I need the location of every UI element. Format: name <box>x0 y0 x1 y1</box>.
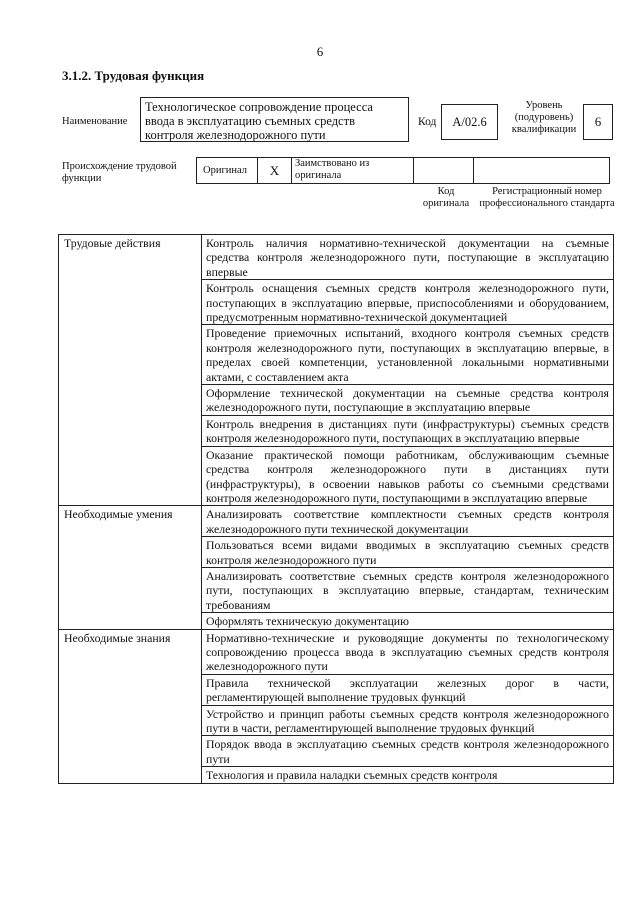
qualification-level-box: 6 <box>583 104 613 140</box>
item-cell: Правила технической эксплуатации железных дорог в части, регламентирующей выполнение трудовых функций <box>202 674 614 705</box>
origin-row <box>196 157 610 184</box>
code-label: Код <box>418 116 437 128</box>
category-cell: Необходимые умения <box>59 506 202 629</box>
code-original-label: Код оригинала <box>422 186 470 209</box>
item-cell: Пользоваться всеми видами вводимых в эксплуатацию съемных средств контроля железнодорожного пути <box>202 537 614 568</box>
qualification-level-label: Уровень (подуровень) квалификации <box>511 100 577 135</box>
category-cell: Необходимые знания <box>59 629 202 783</box>
labor-function-table <box>58 234 614 784</box>
reg-number-cell <box>474 157 610 184</box>
page-number: 6 <box>316 44 324 59</box>
item-cell: Оформлять техническую документацию <box>202 613 614 629</box>
table-row <box>59 629 614 674</box>
borrowed-label: Заимствовано из оригинала <box>292 157 414 184</box>
item-cell: Контроль оснащения съемных средств контроля железнодорожного пути, поступающих в эксплуатацию впервые, приспособлениями и оборудованием, предусмотренным нормативно-технической документацией <box>202 280 614 325</box>
item-cell: Контроль внедрения в дистанциях пути (инфраструктуры) съемных средств контроля железнодорожного пути, поступающих в эксплуатацию впервые <box>202 415 614 446</box>
item-cell: Проведение приемочных испытаний, входного контроля съемных средств контроля железнодорожного пути, поступающих в эксплуатацию впервые, в пределах своей компетенции, установленной локальными нормативными актами, с составлением акта <box>202 325 614 385</box>
table-row <box>59 506 614 537</box>
item-cell: Оказание практической помощи работникам, обслуживающим съемные средства контроля железнодорожного пути в дистанциях пути (инфраструктуры), в освоении навыков работы со съемными средствами контроля железнодорожного пути, поступающими в эксплуатацию впервые <box>202 446 614 506</box>
item-cell: Анализировать соответствие съемных средств контроля железнодорожного пути, поступающих в эксплуатацию впервые, стандартам, техническим требованиям <box>202 567 614 612</box>
item-cell: Порядок ввода в эксплуатацию съемных средств контроля железнодорожного пути <box>202 736 614 767</box>
origin-label: Происхождение трудовой функции <box>62 161 177 184</box>
item-cell: Нормативно-технические и руководящие документы по технологическому сопровождению процесса ввода в эксплуатацию съемных средств контроля железнодорожного пути <box>202 629 614 674</box>
item-cell: Контроль наличия нормативно-технической документации на съемные средства контроля железнодорожного пути, поступающие в эксплуатацию впервые <box>202 235 614 280</box>
original-mark: X <box>258 157 292 184</box>
item-cell: Устройство и принцип работы съемных средств контроля железнодорожного пути в части, регламентирующей выполнение трудовых функций <box>202 705 614 736</box>
section-title: 3.1.2. Трудовая функция <box>62 68 205 83</box>
reg-number-label: Регистрационный номер профессионального стандарта <box>479 186 615 209</box>
function-name-box: Технологическое сопровождение процесса ввода в эксплуатацию съемных средств контроля железнодорожного пути <box>140 97 409 142</box>
original-label: Оригинал <box>196 157 258 184</box>
item-cell: Анализировать соответствие комплектности съемных средств контроля железнодорожного пути технической документации <box>202 506 614 537</box>
original-code-cell <box>414 157 474 184</box>
name-label: Наименование <box>62 116 128 127</box>
category-cell: Трудовые действия <box>59 235 202 506</box>
table-row <box>59 235 614 280</box>
function-code-box: А/02.6 <box>441 104 498 140</box>
item-cell: Технология и правила наладки съемных средств контроля <box>202 767 614 783</box>
item-cell: Оформление технической документации на съемные средства контроля железнодорожного пути, поступающие в эксплуатацию впервые <box>202 385 614 416</box>
